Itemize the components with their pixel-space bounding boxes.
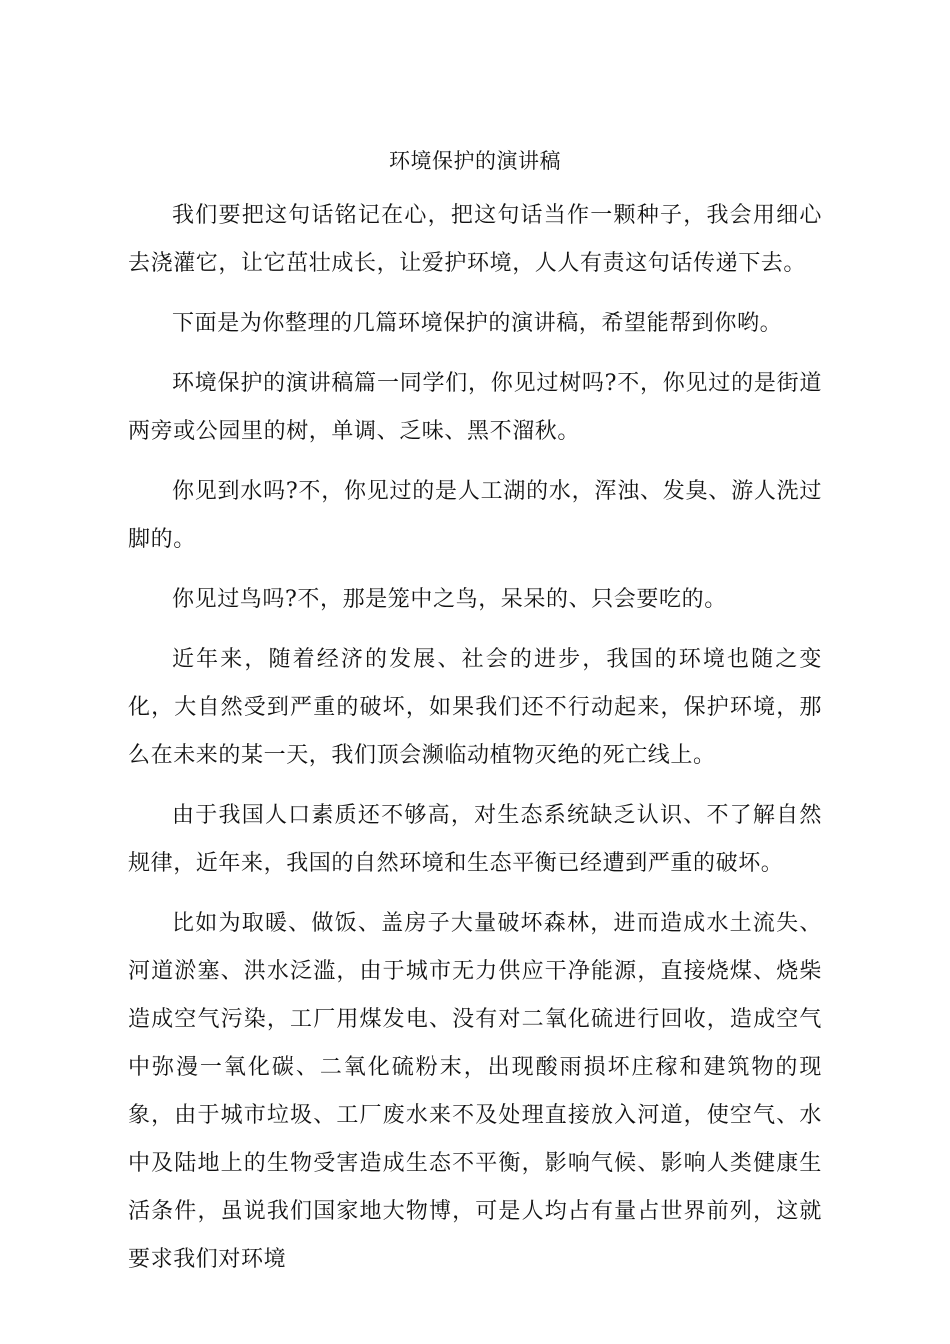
paragraph-8: 比如为取暖、做饭、盖房子大量破坏森林，进而造成水土流失、河道淤塞、洪水泛滥，由于城市无力供应干净能源，直接烧煤、烧柴造成空气污染，工厂用煤发电、没有对二氧化硫进行回收，造成空气中弥漫一氧化碳、二氧化硫粉末，出现酸雨损坏庄稼和建筑物的现象，由于城市垃圾、工厂废水来不及处理直接放入河道，使空气、水中及陆地上的生物受害造成生态不平衡，影响气候、影响人类健康生活条件，虽说我们国家地大物博，可是人均占有量占世界前列，这就要求我们对环境 (128, 911, 822, 1272)
paragraph-4: 你见到水吗?不，你见过的是人工湖的水，浑浊、发臭、游人洗过脚的。 (128, 479, 822, 552)
paragraph-2: 下面是为你整理的几篇环境保护的演讲稿，希望能帮到你哟。 (172, 311, 783, 336)
paragraph-6: 近年来，随着经济的发展、社会的进步，我国的环境也随之变化，大自然受到严重的破坏，如果我们还不行动起来，保护环境，那么在未来的某一天，我们顶会濒临动植物灭绝的死亡线上。 (128, 647, 822, 768)
document-body (128, 192, 822, 1296)
document-title: 环境保护的演讲稿 (389, 149, 561, 173)
paragraph-3: 环境保护的演讲稿篇一同学们，你见过树吗?不，你见过的是街道两旁或公园里的树，单调、乏味、黑不溜秋。 (128, 371, 822, 444)
paragraph-1: 我们要把这句话铭记在心，把这句话当作一颗种子，我会用细心去浇灌它，让它茁壮成长，让爱护环境，人人有责这句话传递下去。 (128, 203, 822, 276)
paragraph-5: 你见过鸟吗?不，那是笼中之鸟，呆呆的、只会要吃的。 (172, 587, 727, 612)
paragraph-7: 由于我国人口素质还不够高，对生态系统缺乏认识、不了解自然规律，近年来，我国的自然环境和生态平衡已经遭到严重的破坏。 (128, 803, 822, 876)
